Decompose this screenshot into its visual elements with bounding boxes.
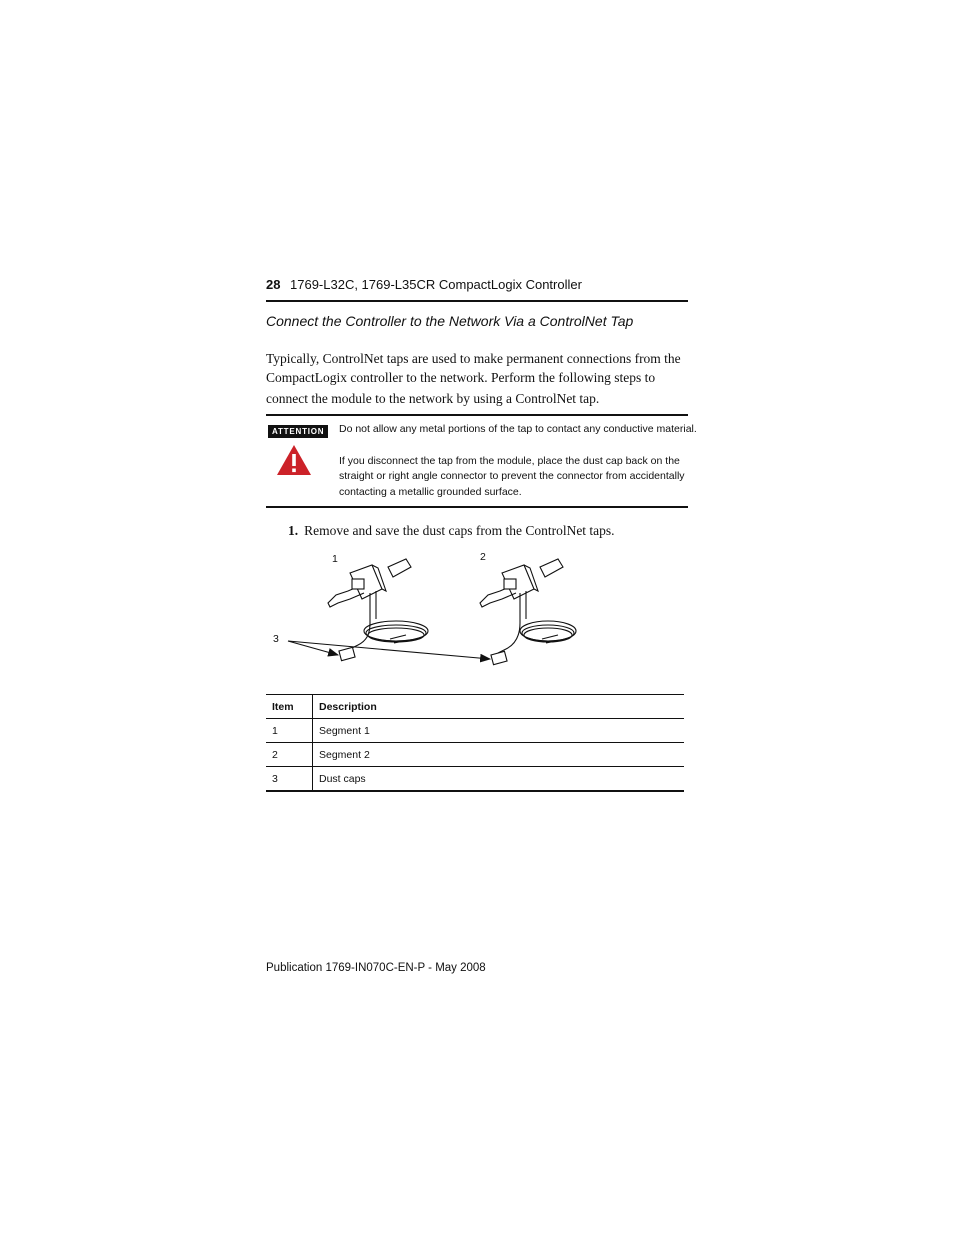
description-cell: Dust caps	[319, 772, 366, 785]
items-table	[266, 694, 684, 792]
footer-label: Publication	[266, 962, 323, 974]
step-1	[288, 523, 615, 539]
intro-line: connect the module to the network by using a ControlNet tap.	[266, 391, 600, 406]
attention-box	[266, 414, 697, 508]
attention-badge: ATTENTION	[268, 425, 328, 438]
callout-1: 1	[332, 553, 338, 565]
item-column-header: Item	[266, 695, 313, 719]
intro-line: Typically, ControlNet taps are used to make permanent connections from the	[266, 351, 681, 366]
intro-line: CompactLogix controller to the network. Perform the following steps to	[266, 370, 656, 385]
description-cell: Segment 1	[319, 724, 370, 737]
attention-text	[339, 422, 697, 500]
attention-paragraph-2: If you disconnect the tap from the module, place the dust cap back on the straight or right angle connector to prevent the connector from accidentally contacting a metallic grounded surface.	[339, 454, 685, 498]
item-cell: 2	[266, 743, 313, 767]
intro-paragraph	[266, 349, 690, 408]
table-header-row	[266, 695, 684, 719]
tap-illustration	[266, 545, 596, 675]
description-column-header: Description	[313, 695, 685, 719]
page-number: 28	[266, 277, 281, 292]
callout-2: 2	[480, 551, 486, 563]
footer-publication: 1769-IN070C-EN-P - May 2008	[325, 962, 486, 974]
step-text: Remove and save the dust caps from the ControlNet taps.	[304, 523, 615, 538]
item-cell: 1	[266, 719, 313, 743]
step-number: 1.	[288, 523, 299, 538]
controlnet-tap-figure	[266, 545, 596, 675]
callout-3: 3	[273, 633, 279, 645]
warning-triangle-icon	[276, 444, 312, 476]
table-row	[266, 767, 684, 792]
page-header	[266, 276, 688, 302]
table-row	[266, 719, 684, 743]
page-footer	[266, 962, 486, 974]
attention-paragraph-1: Do not allow any metal portions of the tap to contact any conductive material.	[339, 423, 697, 435]
table-row	[266, 743, 684, 767]
description-cell: Segment 2	[319, 748, 370, 761]
header-title: 1769-L32C, 1769-L35CR CompactLogix Controller	[290, 277, 582, 292]
section-title: Connect the Controller to the Network Via a ControlNet Tap	[266, 313, 634, 329]
item-cell: 3	[266, 767, 313, 792]
